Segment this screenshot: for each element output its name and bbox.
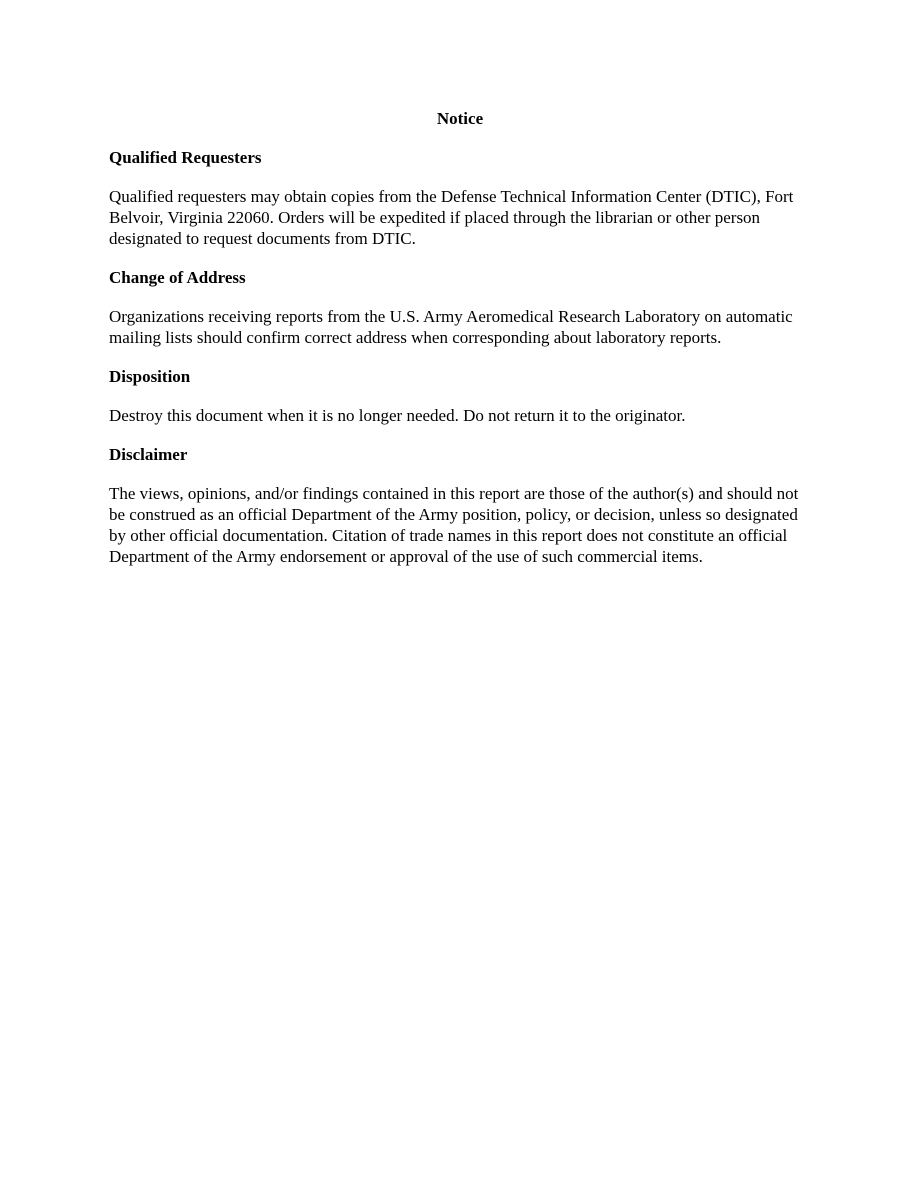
section-body: The views, opinions, and/or findings contained in this report are those of the author(s) and should not be construed as an official Department of the Army position, policy, or decision, unless so designated by other official documentation. Citation of trade names in this report does not constitute an official Department of the Army endorsement or approval of the use of such commercial items. xyxy=(109,484,799,566)
section-heading: Qualified Requesters xyxy=(109,148,262,167)
section-body: Qualified requesters may obtain copies from the Defense Technical Information Center (DTIC), Fort Belvoir, Virginia 22060. Orders will be expedited if placed through the librarian or other person designated to request documents from DTIC. xyxy=(109,187,794,248)
section-heading: Disposition xyxy=(109,367,191,386)
section-body: Organizations receiving reports from the U.S. Army Aeromedical Research Laboratory on automatic mailing lists should confirm correct address when corresponding about laboratory reports. xyxy=(109,307,793,347)
notice-content xyxy=(109,108,809,585)
section-disposition xyxy=(109,366,809,426)
section-change-of-address xyxy=(109,267,809,348)
page-title: Notice xyxy=(436,109,484,128)
section-body: Destroy this document when it is no longer needed. Do not return it to the originator. xyxy=(109,406,686,425)
section-heading: Change of Address xyxy=(109,268,246,287)
section-heading: Disclaimer xyxy=(109,445,188,464)
section-qualified-requesters xyxy=(109,147,809,249)
section-disclaimer xyxy=(109,444,809,567)
